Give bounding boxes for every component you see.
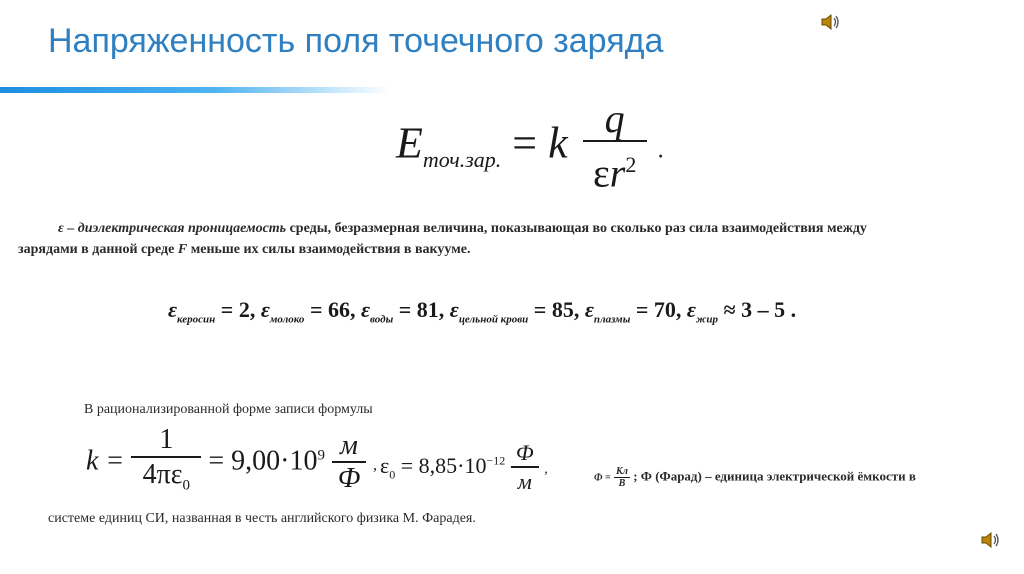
k-unit-num: м xyxy=(340,430,358,462)
farad-num: Кл xyxy=(615,466,628,477)
definition-F: F xyxy=(177,242,188,257)
farad-text: ; Ф (Фарад) – единица электрической ёмкости в xyxy=(633,468,916,484)
main-formula xyxy=(396,98,664,196)
formula-lhs-symbol: E xyxy=(396,118,423,168)
k-formula xyxy=(86,424,377,503)
eps0-power: −12 xyxy=(486,453,506,468)
eps-value-fat: $\varepsilon_{жир} \approx 3 - 5$ . xyxy=(686,297,797,326)
formula-lhs-subscript: точ.зар. xyxy=(422,147,502,173)
k-value: = 9,00·10 xyxy=(208,445,318,477)
formula-denominator xyxy=(583,140,647,196)
definition-line-1 xyxy=(18,218,1018,239)
eps-value-blood: $\varepsilon_{цельной крови} = 85$, xyxy=(449,297,580,326)
slide-title: Напряженность поля точечного заряда xyxy=(48,22,664,60)
k-numerator: 1 xyxy=(159,424,174,455)
formula-coefficient: k xyxy=(548,118,568,168)
eps-value-water: $\varepsilon_{воды} = 81$, xyxy=(360,297,445,326)
eps0-unit-den: м xyxy=(511,466,539,496)
k-unit-den: Ф xyxy=(332,461,366,495)
eps0-formula xyxy=(380,440,548,496)
eps0-sub: 0 xyxy=(389,467,396,482)
eps-sub: плазмы xyxy=(593,313,631,326)
eps-val: ≈ 3 – 5 . xyxy=(723,297,797,322)
formula-numerator: q xyxy=(604,96,625,141)
k-unit-fraction xyxy=(332,431,366,495)
farad-den: В xyxy=(614,477,630,489)
eps0-value: = 8,85·10 xyxy=(400,453,487,479)
k-comma: , xyxy=(372,456,377,474)
eps-value-plasma: $\varepsilon_{плазмы} = 70$, xyxy=(584,297,682,326)
eps0-symbol: ε xyxy=(380,453,390,479)
speaker-icon[interactable] xyxy=(820,12,842,32)
title-accent-bar xyxy=(0,87,390,93)
farad-fraction xyxy=(614,466,630,489)
k-den-sub: 0 xyxy=(182,477,191,494)
definition-term: – диэлектрическая проницаемость xyxy=(63,221,287,236)
eps-val: = 70, xyxy=(635,297,682,322)
eps0-unit-num: Ф xyxy=(515,440,534,465)
eps-sub: цельной крови xyxy=(458,313,529,326)
farad-definition xyxy=(594,466,916,489)
eps-value-milk: $\varepsilon_{молоко} = 66$, xyxy=(260,297,356,326)
eps-sub: молоко xyxy=(269,313,305,326)
rational-intro: В рационализированной форме записи формулы xyxy=(84,402,373,417)
k-power: 9 xyxy=(317,447,325,464)
eps-values-row xyxy=(168,297,796,325)
formula-fraction xyxy=(583,98,647,196)
eps-val: = 66, xyxy=(309,297,356,322)
definition-symbol: ε xyxy=(58,221,64,236)
farad-lhs: Ф = xyxy=(594,472,611,484)
speaker-icon[interactable] xyxy=(980,530,1002,550)
eps-sub: воды xyxy=(370,313,394,326)
k-den-text: 4πε xyxy=(142,459,183,490)
definition-line2-a: зарядами в данной среде xyxy=(18,242,178,257)
eps-value-kerosene: $\varepsilon_{керосин} = 2$, xyxy=(168,297,256,326)
eps-sub: жир xyxy=(695,313,718,326)
k-lhs: k = xyxy=(86,445,125,477)
definition-line-2 xyxy=(18,239,1018,260)
formula-den-power: 2 xyxy=(625,152,637,177)
k-fraction xyxy=(131,424,201,503)
eps0-unit-fraction xyxy=(511,440,539,496)
formula-den-eps: ε xyxy=(592,150,610,196)
eps-val: = 2, xyxy=(220,297,256,322)
formula-den-r: r xyxy=(609,150,626,196)
formula-trailing: . xyxy=(657,137,664,164)
definition-line1-rest: среды, безразмерная величина, показывающая во сколько раз сила взаимодействия между xyxy=(286,221,867,236)
definition-line2-b: меньше их силы взаимодействия в вакууме. xyxy=(187,242,471,257)
eps-val: = 81, xyxy=(398,297,445,322)
formula-equals: = xyxy=(512,118,538,168)
si-units-line: системе единиц СИ, названная в честь английского физика М. Фарадея. xyxy=(48,511,476,526)
eps-sub: керосин xyxy=(177,313,216,326)
definition-paragraph xyxy=(18,218,1018,260)
eps-val: = 85, xyxy=(533,297,580,322)
eps0-comma: , xyxy=(544,462,548,478)
k-denominator xyxy=(131,456,201,503)
